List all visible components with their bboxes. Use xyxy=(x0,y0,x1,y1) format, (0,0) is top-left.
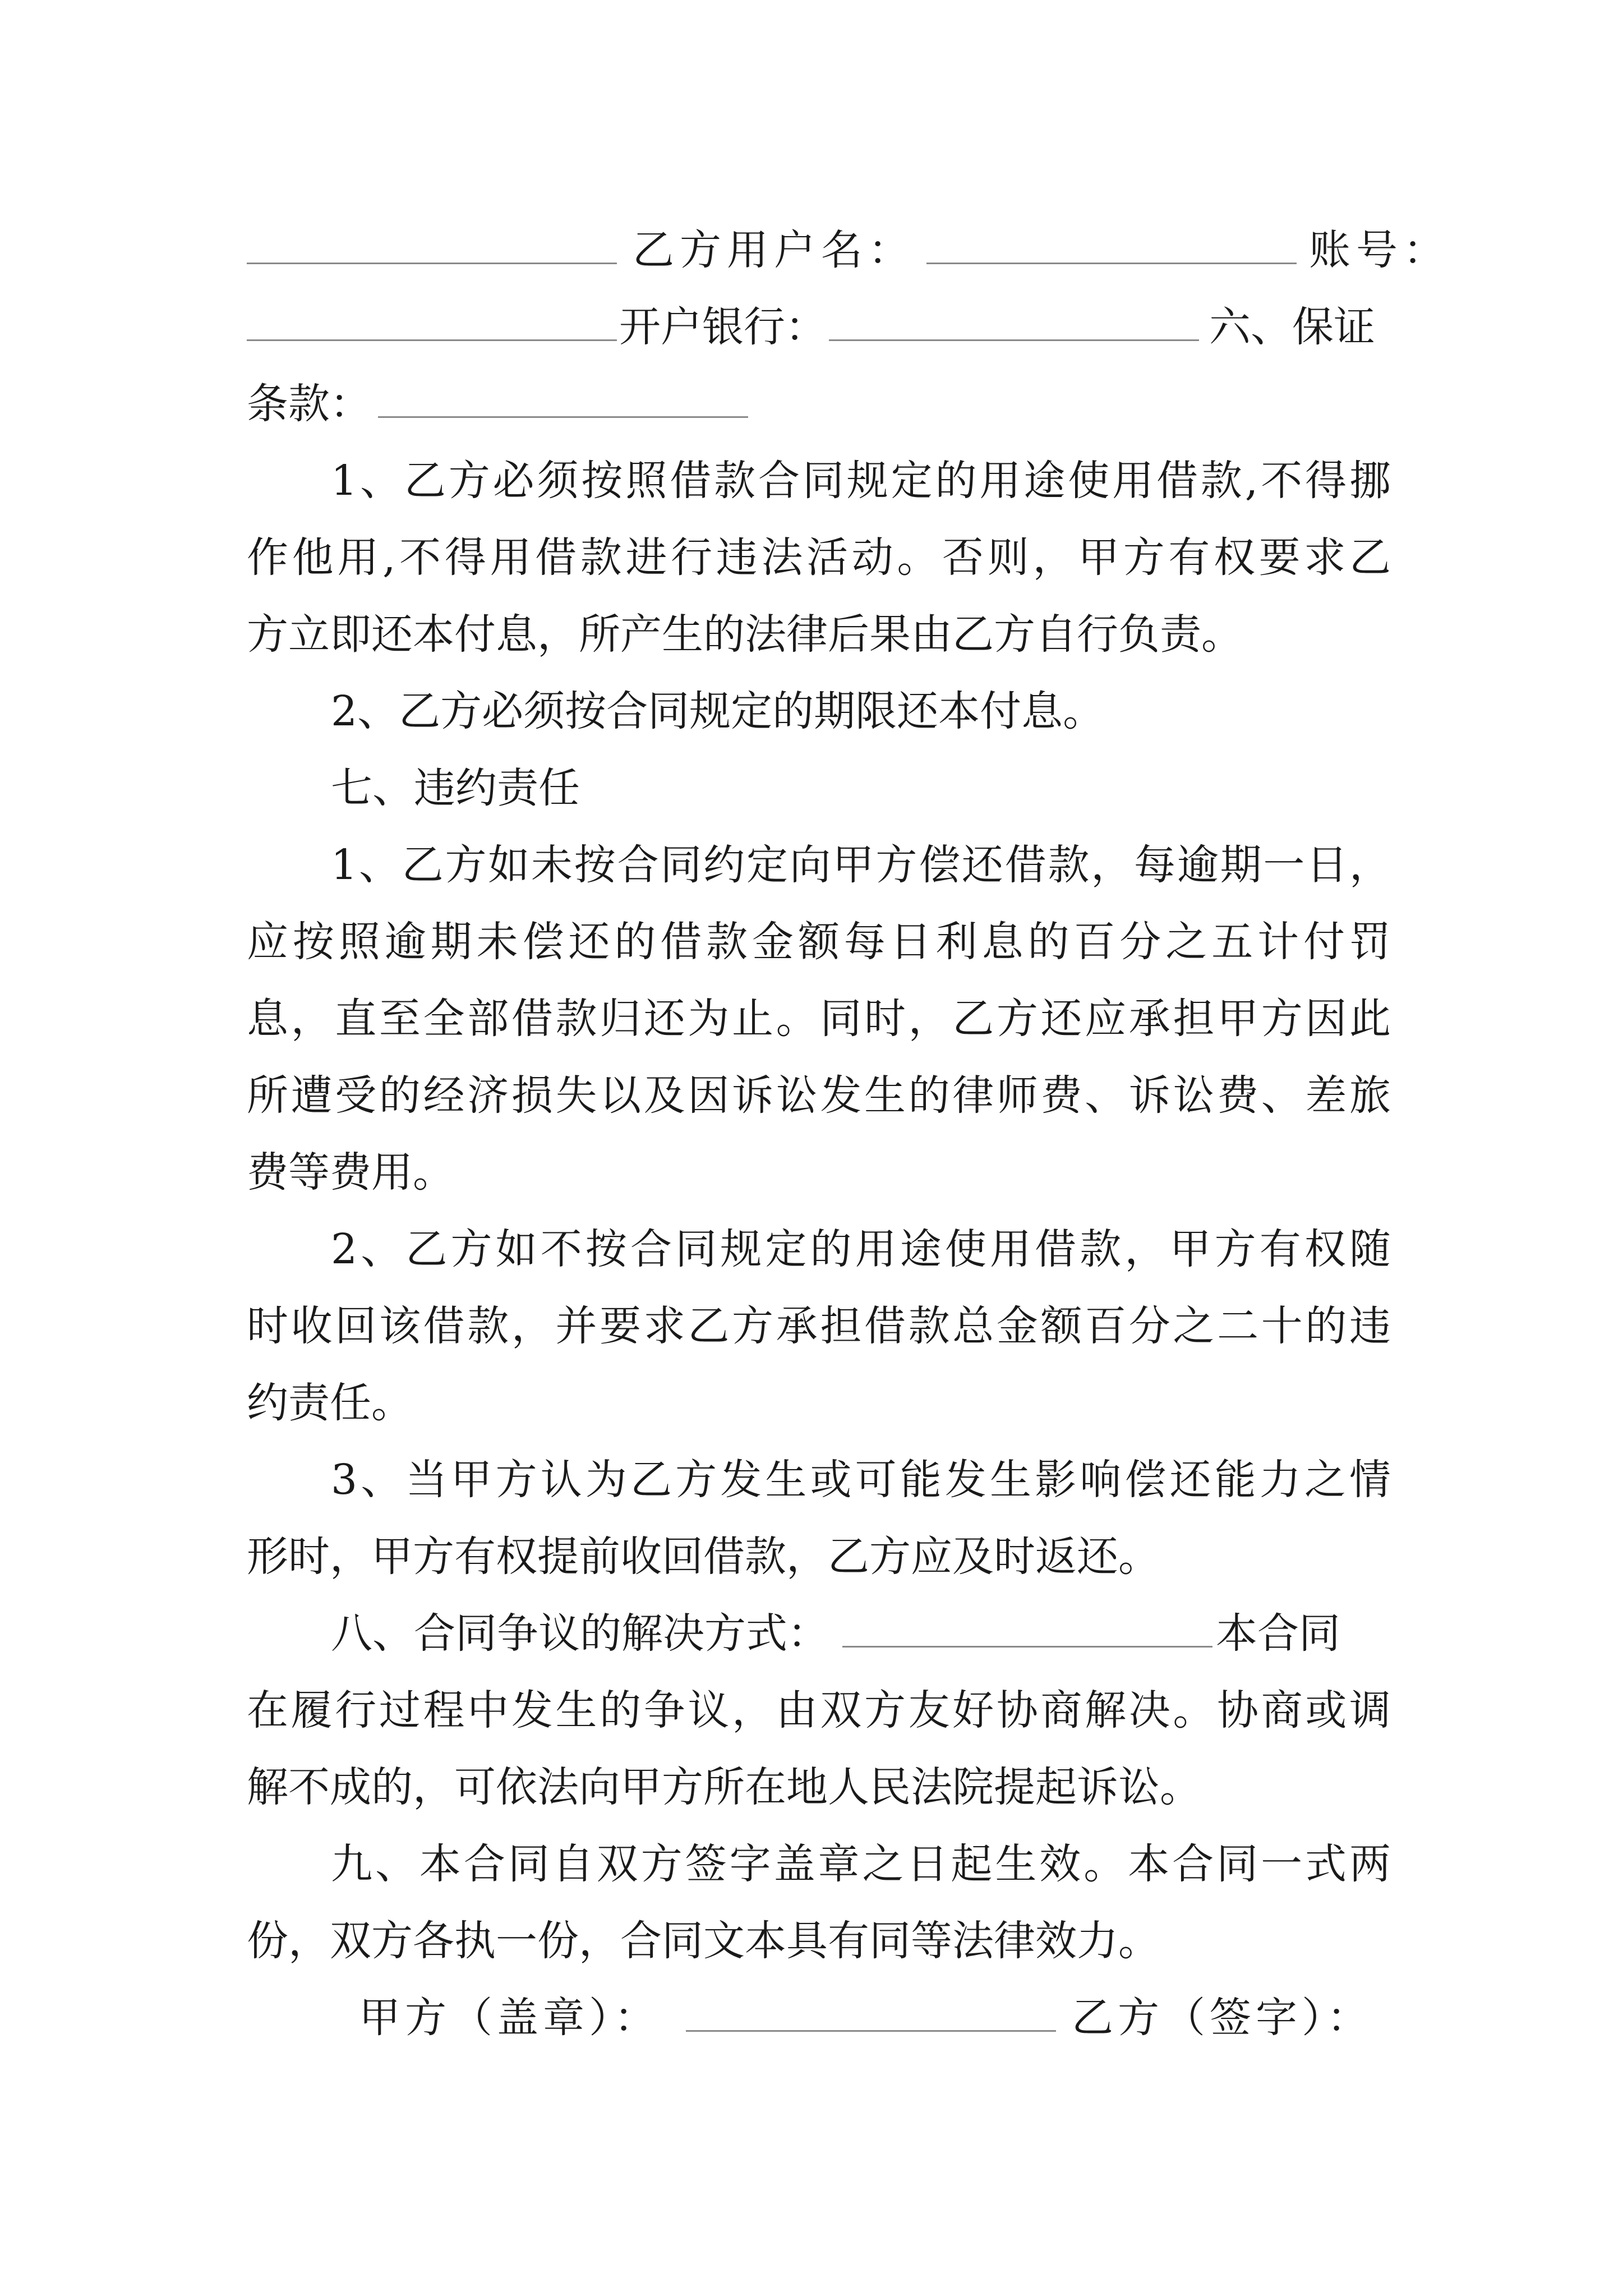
paragraph-line xyxy=(247,981,1391,1057)
paragraph-line xyxy=(247,596,1391,673)
text-line: 方立即还本付息，所产生的法律后果由乙方自行负责。 xyxy=(247,610,1243,659)
text-line: 费等费用。 xyxy=(247,1148,454,1197)
paragraph-line xyxy=(247,1749,1391,1826)
clause-line xyxy=(247,366,1391,443)
paragraph-line xyxy=(247,1903,1391,1980)
clause-label: 条款： xyxy=(247,380,371,428)
paragraph-line xyxy=(247,673,1391,750)
paragraph-line xyxy=(247,1672,1391,1749)
text-line: 应按照逾期未偿还的借款金额每日利息的百分之五计付罚 xyxy=(247,918,1391,966)
text-line: 解不成的，可依法向甲方所在地人民法院提起诉讼。 xyxy=(247,1763,1201,1811)
paragraph-line xyxy=(247,1288,1391,1365)
text-line: 形时，甲方有权提前收回借款，乙方应及时返还。 xyxy=(247,1533,1160,1581)
account-number-label: 账号： xyxy=(1309,226,1450,274)
account-name-line xyxy=(247,212,1450,289)
text-line: 约责任。 xyxy=(247,1379,413,1427)
text-line: 时收回该借款，并要求乙方承担借款总金额百分之二十的违 xyxy=(247,1302,1391,1350)
paragraph-line xyxy=(247,443,1391,519)
text-line: 1、乙方必须按照借款合同规定的用途使用借款,不得挪 xyxy=(331,457,1391,505)
breach-liability-heading: 七、违约责任 xyxy=(331,764,580,812)
paragraph-line xyxy=(247,1211,1391,1288)
paragraph-line xyxy=(247,1134,1391,1211)
blank-field xyxy=(829,307,1199,341)
text-line: 2、乙方如不按合同规定的用途使用借款，甲方有权随 xyxy=(331,1225,1391,1273)
text-line: 息，直至全部借款归还为止。同时，乙方还应承担甲方因此 xyxy=(247,995,1391,1043)
paragraph-line xyxy=(247,1365,1391,1442)
blank-field xyxy=(842,1613,1212,1648)
text-line: 在履行过程中发生的争议，由双方友好协商解决。协商或调 xyxy=(247,1686,1391,1734)
text-line: 份，双方各执一份，合同文本具有同等法律效力。 xyxy=(247,1917,1160,1965)
party-a-seal-label: 甲方（盖章）： xyxy=(359,1994,660,2042)
opening-bank-label: 开户银行： xyxy=(619,303,827,351)
text-line: 1、乙方如未按合同约定向甲方偿还借款，每逾期一日， xyxy=(331,841,1391,889)
paragraph-line xyxy=(247,827,1391,904)
text-line: 2、乙方必须按合同规定的期限还本付息。 xyxy=(331,687,1105,735)
blank-field xyxy=(247,230,617,264)
paragraph-line xyxy=(247,904,1391,981)
blank-field xyxy=(686,1998,1056,2032)
contract-page xyxy=(247,212,1450,2056)
paragraph-line xyxy=(247,519,1391,596)
text-line: 3、当甲方认为乙方发生或可能发生影响偿还能力之情 xyxy=(331,1456,1391,1504)
paragraph-line xyxy=(247,1057,1391,1134)
signature-line xyxy=(247,1980,1391,2056)
text-line: 九、本合同自双方签字盖章之日起生效。本合同一式两 xyxy=(331,1840,1391,1888)
party-b-signature-label: 乙方（签字）： xyxy=(1072,1994,1373,2042)
text-line: 本合同 xyxy=(1216,1609,1340,1658)
paragraph-line xyxy=(247,1519,1391,1595)
paragraph-line xyxy=(247,1826,1391,1903)
section-heading xyxy=(247,750,1391,827)
bank-line xyxy=(247,289,1391,366)
blank-field xyxy=(926,230,1297,264)
paragraph-line xyxy=(247,1442,1391,1519)
text-line: 作他用,不得用借款进行违法活动。否则，甲方有权要求乙 xyxy=(247,533,1391,582)
party-b-username-label: 乙方用户名： xyxy=(633,226,915,274)
dispute-resolution-label: 八、合同争议的解决方式： xyxy=(331,1609,829,1658)
blank-field xyxy=(247,307,617,341)
blank-field xyxy=(378,384,748,418)
text-line: 所遭受的经济损失以及因诉讼发生的律师费、诉讼费、差旅 xyxy=(247,1071,1391,1120)
dispute-line xyxy=(247,1595,1391,1672)
guarantee-section-heading: 六、保证 xyxy=(1209,303,1375,351)
